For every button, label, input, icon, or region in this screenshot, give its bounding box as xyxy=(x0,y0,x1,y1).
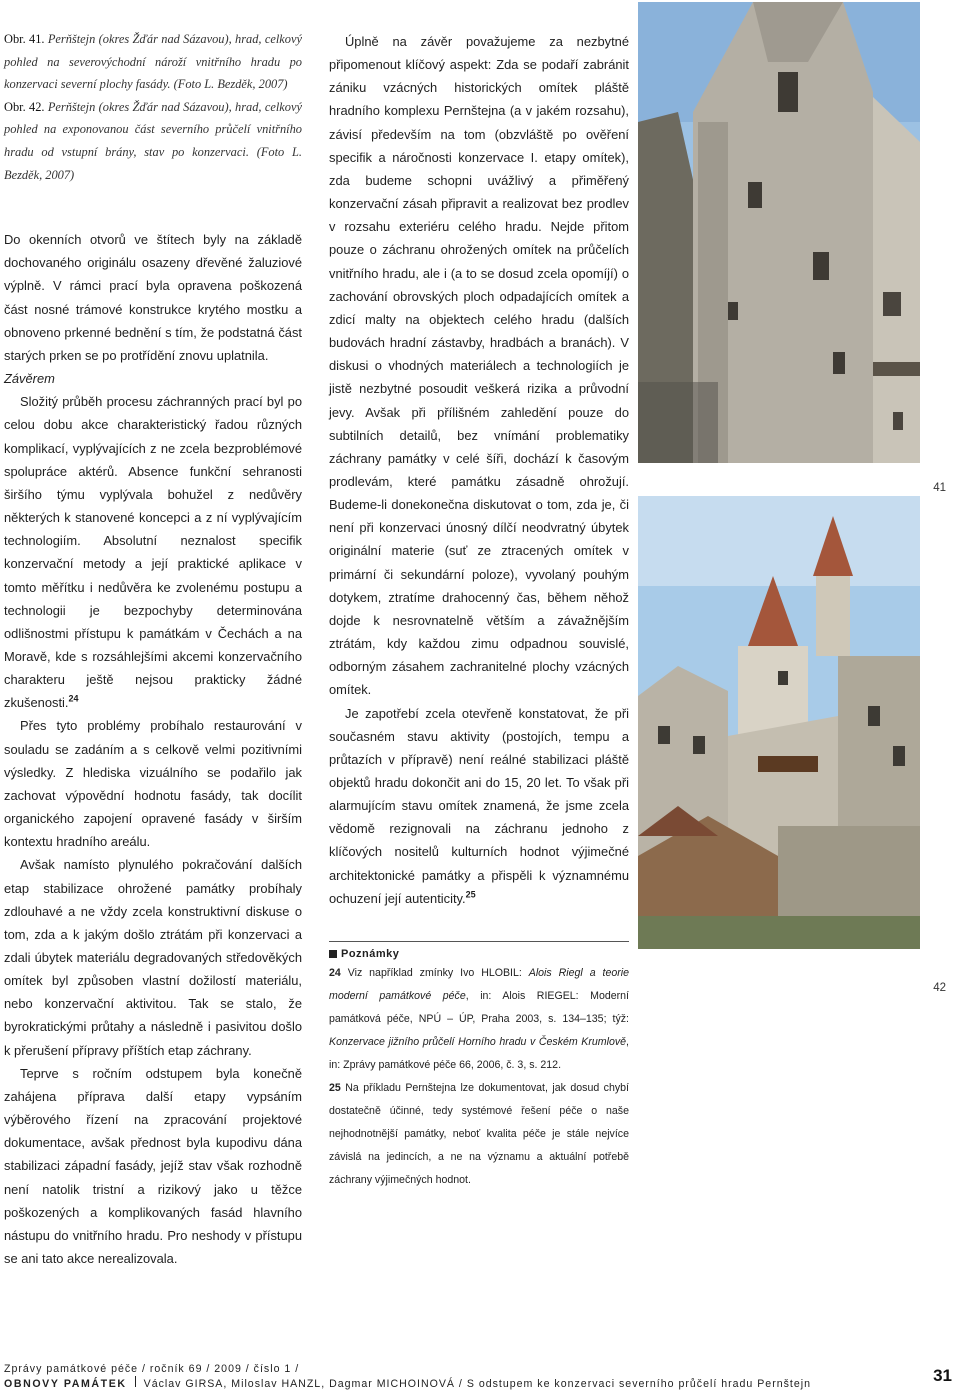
divider xyxy=(329,941,629,942)
left-body xyxy=(4,228,302,1270)
note-number: 24 xyxy=(329,967,341,979)
photo-fig42 xyxy=(638,496,920,949)
figure-number-42: 42 xyxy=(933,982,946,994)
paragraph xyxy=(4,390,302,714)
paragraph-text: Je zapotřebí zcela otevřeně konstatovat, že při současném stavu aktivity (postojích, tempu a průtazích v přípravě) není reálné stabilizaci pláště objektů hradu dokončit ani do 15, 20 let. To však při alarmujícím stavu omítek znamená, že jsme zcela vědomě rezignovali na záchranu jednoho z klíčových nositelů kulturních hodnot výjimečné architektonické památky a přispěli k významnému ochuzení její autenticity. xyxy=(329,705,629,906)
divider xyxy=(135,1376,136,1387)
footnote-ref[interactable]: 25 xyxy=(465,889,476,900)
caption-fig42-label: Obr. 42. xyxy=(4,99,45,114)
castle-courtyard-image xyxy=(638,496,920,949)
notes-body xyxy=(329,962,629,1192)
note-text: , in: Alois RIEGEL: Moderní památková péče, NPÚ – ÚP, Praha 2003, s. 134–135; týž: xyxy=(329,990,629,1025)
notes-heading xyxy=(329,948,629,960)
paragraph: Přes tyto problémy probíhalo restaurování v souladu se zadáním a s celkově velmi pozitivními výsledky. Z hlediska vizuálního se podařilo jak zachovat výpovědní hodnotu fasády, tak docílit organického zapojení opravené fasády v širším kontextu hradního areálu. xyxy=(4,718,302,850)
paragraph: Avšak namísto plynulého pokračování dalších etap stabilizace ohrožené památky probíhaly zdlouhavé a ne vždy zcela konstruktivní diskuse o tom, zda a k jakým došlo ztrátám při konzervaci a zdali úbytek materiálu degradovaných středověkých omítek byl způsoben vlastní dožilostí materiálu, nebo konzervační aktivitou. Tak se stalo, že byrokratickými průtahy a následně i pasivitou došlo k přerušení přípravy příštích etap záchrany. xyxy=(4,857,302,1058)
note-title: Konzervace jižního průčelí Horního hradu v Českém Krumlově xyxy=(329,1036,627,1048)
left-column xyxy=(4,28,302,1270)
paragraph: Do okenních otvorů ve štítech byly na základě dochovaného originálu osazeny dřevěné žaluziové výplně. V rámci prací byla opravena poškozená část nosné trámové konstrukce krytého mostku a obnoveno prkenné bednění s tím, že podstatná část starých prken se po protřídění znovu uplatnila. xyxy=(4,232,302,363)
middle-column xyxy=(329,28,629,910)
page-number: 31 xyxy=(933,1366,952,1385)
notes-section xyxy=(329,941,629,1192)
figure-captions xyxy=(4,28,302,186)
note-text: Na příkladu Pernštejna lze dokumentovat, jak dosud chybí dostatečně účinné, tedy systémové řešení péče o naše nejhodnotnější památky, neboť kvalita péče je stále nejvíce závislá na jedincích, a ne na významu a aktuální potřebě záchrany výjimečných hodnot. xyxy=(329,1082,629,1186)
footer-authors-title: Václav GIRSA, Miloslav HANZL, Dagmar MICHOINOVÁ / S odstupem ke konzervaci severního průčelí hradu Pernštejn xyxy=(143,1378,811,1390)
caption-fig41 xyxy=(4,28,302,96)
notes-heading-text: Poznámky xyxy=(341,948,400,960)
middle-body xyxy=(329,30,629,910)
photo-fig41 xyxy=(638,2,920,463)
paragraph xyxy=(329,702,629,910)
note-25 xyxy=(329,1077,629,1192)
note-24 xyxy=(329,962,629,1077)
footer-brand: OBNOVY PAMÁTEK xyxy=(4,1378,127,1390)
caption-fig42 xyxy=(4,96,302,186)
paragraph: Teprve s ročním odstupem byla konečně zahájena příprava další etapy vypsáním výběrového řízení na zpracování projektové dokumentace, avšak přednost byla kupodivu dána stabilizaci západní fasády, jejíž stav však rozhodně není natolik tristní a rizikový jako u těžce poškozených a komplikovaných fasád hlavního nástupu do vnitřního hradu. Pro neshody v přístupu se ani tato akce nerealizovala. xyxy=(4,1065,302,1267)
caption-fig41-text: Perňštejn (okres Žďár nad Sázavou), hrad, celkový pohled na severovýchodní nároží vnitřního hradu po konzervaci severní plochy fasády. (Foto L. Bezděk, 2007) xyxy=(4,32,302,92)
section-heading: Závěrem xyxy=(4,371,55,387)
note-title: Alois Riegl a teorie moderní památkové péče xyxy=(329,967,630,1002)
paragraph-text: Složitý průběh procesu záchranných prací byl po celou dobu akce charakteristický řadou různých komplikací, vyplývajících z ne zcela bezproblémové spolupráce aktérů. Absence funkční sehranosti širšího týmu vyplývala bohužel z nedůvěry některých k stanovené koncepci a z ní vyplývajícím technologiím. Absolutní neznalost specifik konzervační metody a její praktické aplikace v tomto měřítku i nedůvěra ke zvolenému postupu a technologii je bezpochyby determinována odlišnostmi přístupu k památkám v Čechách a na Moravě, kde s rozsáhlejšími akcemi konzervačního charakteru ještě nejsou prakticky žádné zkušenosti. xyxy=(4,394,302,711)
castle-tower-image xyxy=(638,2,920,463)
footer-article xyxy=(4,1376,956,1392)
figure-number-41: 41 xyxy=(933,482,946,494)
caption-fig41-label: Obr. 41. xyxy=(4,32,45,46)
page-footer xyxy=(4,1362,956,1392)
square-bullet-icon xyxy=(329,950,337,958)
note-text: Viz například zmínky Ivo HLOBIL: xyxy=(340,967,529,979)
footer-journal: Zprávy památkové péče / ročník 69 / 2009 / číslo 1 / xyxy=(4,1363,300,1375)
paragraph: Úplně na závěr považujeme za nezbytné připomenout klíčový aspekt: Zda se podaří zabránit zániku vzácných historických omítek pláště hradního komplexu Pernštejna (a v jakém rozsahu), závisí především na tom (obzvláště po ověření specifik a náročnosti konzervace I. etapy omítek), zda budeme schopni uvážlivý a přiměřený konzervační zásah připravit a realizovat bez prodlev v rozsahu exteriéru celého hradu. Nejde přitom pouze o záchranu ohrožených omítek na průčelích vnitřního hradu, ale i (a to se dosud zcela opomíjí) o zachování obrovských ploch odpadajících omítek a zdicí malty na objektech celého hradu (dalších budovách hradní zástavby, hradbách a branách). V diskusi o vhodných materiálech a technologiích je jistě nezbytné posoudit veškerá rizika a průvodní jevy. Avšak při přílišném zahledění pouze do subtilních detailů, bez vnímání problematiky záchrany památky v celé šíři, dochází k časovým prodlevám, které památku zásadně ohrožují. Budeme-li donekonečna diskutovat o tom, zda je, či není při konzervaci únosný dílčí neodvratný úbytek originální materie (suť ze ztracených omítek v primární či sekundární poloze), vyvolaný pouhým dotykem, ztratíme drahocenný čas, během něhož dojde k nesrovnatelně větším a závažnějším ztrátám, kdy každou zimu odpadnou souvislé, odborným zásahem zachranitelné plochy vzácných omítek. xyxy=(329,34,629,698)
note-number: 25 xyxy=(329,1082,341,1094)
caption-fig42-text: Perňštejn (okres Žďár nad Sázavou), hrad, celkový pohled na exponovanou část severního průčelí vnitřního hradu od vstupní brány, stav po konzervaci. (Foto L. Bezděk, 2007) xyxy=(4,99,302,182)
footnote-ref[interactable]: 24 xyxy=(68,693,79,704)
note-text: , in: Zprávy památkové péče 66, 2006, č. 3, s. 212. xyxy=(329,1036,629,1071)
